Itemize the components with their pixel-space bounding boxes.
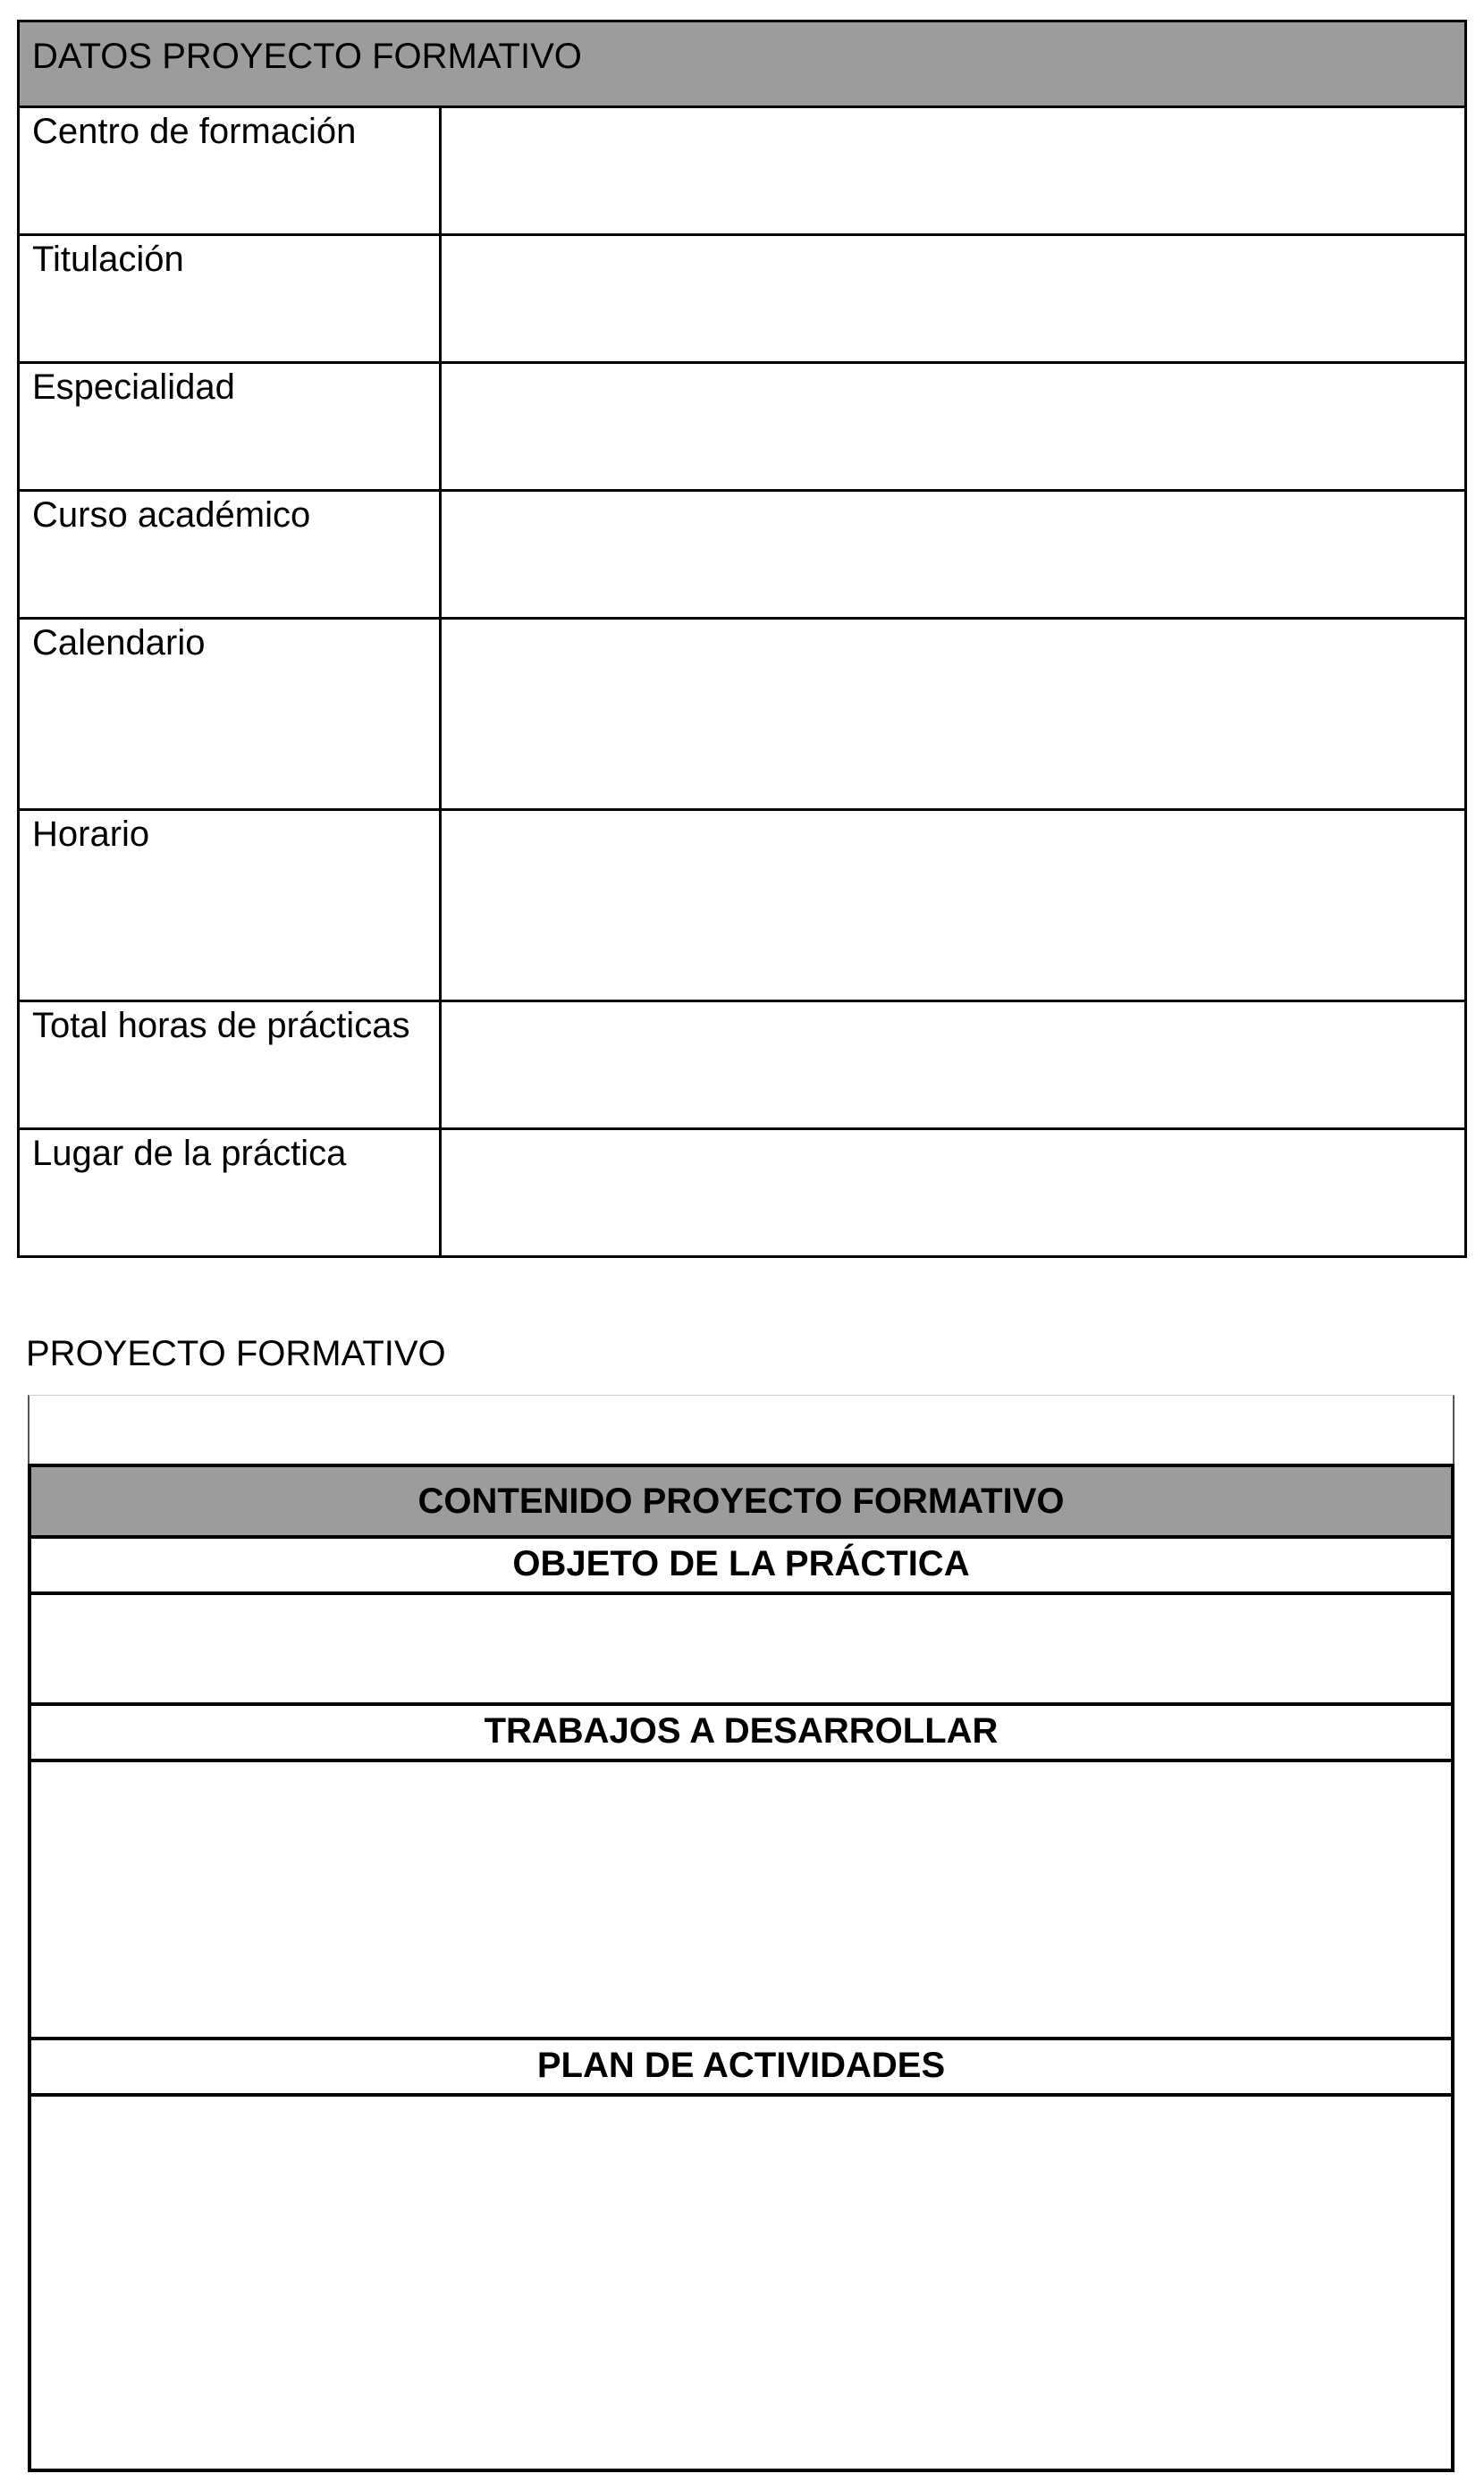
field-curso-academico[interactable] [442, 492, 1464, 617]
field-centro-formacion[interactable] [442, 108, 1464, 233]
contenido-proyecto-table [28, 1464, 1454, 2472]
field-lugar-practica[interactable] [442, 1130, 1464, 1255]
label-curso-academico: Curso académico [20, 492, 442, 617]
row-calendario [20, 620, 1464, 811]
row-curso-academico [20, 492, 1464, 620]
row-especialidad [20, 364, 1464, 492]
label-titulacion: Titulación [20, 236, 442, 361]
label-calendario: Calendario [20, 620, 442, 808]
contenido-table-header: CONTENIDO PROYECTO FORMATIVO [31, 1467, 1451, 1539]
row-lugar-practica [20, 1130, 1464, 1255]
row-titulacion [20, 236, 1464, 364]
datos-proyecto-table [17, 20, 1467, 1258]
contenido-section [28, 1395, 1454, 2472]
label-especialidad: Especialidad [20, 364, 442, 489]
plan-actividades-heading: PLAN DE ACTIVIDADES [31, 2040, 1451, 2097]
field-titulacion[interactable] [442, 236, 1464, 361]
label-total-horas: Total horas de prácticas [20, 1002, 442, 1127]
empty-top-field[interactable] [28, 1395, 1454, 1464]
row-centro-formacion [20, 108, 1464, 236]
field-calendario[interactable] [442, 620, 1464, 808]
row-horario [20, 811, 1464, 1002]
trabajos-desarrollar-field[interactable] [31, 1762, 1451, 2040]
label-horario: Horario [20, 811, 442, 1000]
field-horario[interactable] [442, 811, 1464, 1000]
objeto-practica-field[interactable] [31, 1595, 1451, 1706]
trabajos-desarrollar-heading: TRABAJOS A DESARROLLAR [31, 1706, 1451, 1762]
datos-table-header: DATOS PROYECTO FORMATIVO [20, 22, 1464, 108]
label-centro-formacion: Centro de formación [20, 108, 442, 233]
label-lugar-practica: Lugar de la práctica [20, 1130, 442, 1255]
row-total-horas [20, 1002, 1464, 1130]
field-especialidad[interactable] [442, 364, 1464, 489]
objeto-practica-heading: OBJETO DE LA PRÁCTICA [31, 1539, 1451, 1595]
field-total-horas[interactable] [442, 1002, 1464, 1127]
section-title: PROYECTO FORMATIVO [26, 1334, 446, 1373]
plan-actividades-field[interactable] [31, 2097, 1451, 2469]
